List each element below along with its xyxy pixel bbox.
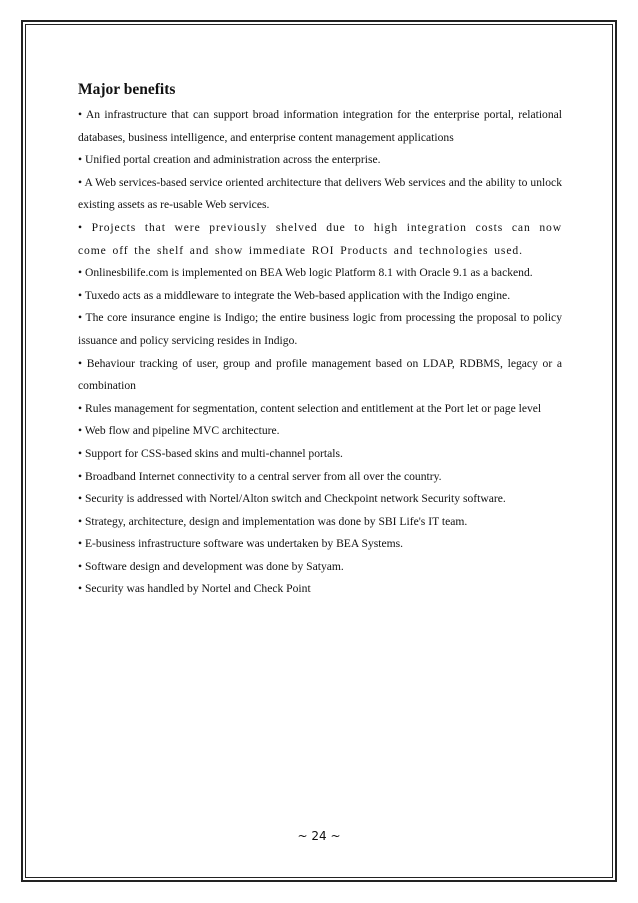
bullet-item: • Security was handled by Nortel and Check Point [78,582,311,596]
bullet-item: • Behaviour tracking of user, group and profile management based on LDAP, RDBMS, legacy or a combination [78,356,562,393]
bullet-item: • Support for CSS-based skins and multi-channel portals. [78,446,343,460]
bullet-item: • The core insurance engine is Indigo; the entire business logic from processing the proposal to policy issuance and policy servicing resides in Indigo. [78,311,562,347]
document-body [78,80,562,601]
bullet-item: • A Web services-based service oriented architecture that delivers Web services and the ability to unlock existing assets as re-usable Web services. [78,175,562,212]
bullet-item: • Software design and development was done by Satyam. [78,559,344,573]
bullet-item: • E-business infrastructure software was undertaken by BEA Systems. [78,537,404,551]
bullet-item: • Broadband Internet connectivity to a central server from all over the country. [78,469,442,483]
bullet-item: • Projects that were previously shelved due to high integration costs can now come off the shelf and show immediate ROI Products and technologies used. [78,220,562,257]
bullet-item: • An infrastructure that can support broad information integration for the enterprise portal, relational databases, business intelligence, and enterprise content management applications [78,108,562,144]
bullet-item: • Tuxedo acts as a middleware to integrate the Web-based application with the Indigo engine. [78,288,511,302]
bullet-item: • Web flow and pipeline MVC architecture. [78,424,280,438]
bullet-item: • Unified portal creation and administration across the enterprise. [78,153,381,167]
bullet-item: • Security is addressed with Nortel/Alton switch and Checkpoint network Security software. [78,492,506,506]
bullet-item: • Rules management for segmentation, content selection and entitlement at the Port let or page level [78,401,542,415]
bullet-item: • Strategy, architecture, design and implementation was done by SBI Life's IT team. [78,514,468,528]
page-number: ~ 24 ~ [297,829,341,843]
section-heading: Major benefits [78,81,176,98]
bullet-item: • Onlinesbilife.com is implemented on BEA Web logic Platform 8.1 with Oracle 9.1 as a backend. [78,266,533,280]
